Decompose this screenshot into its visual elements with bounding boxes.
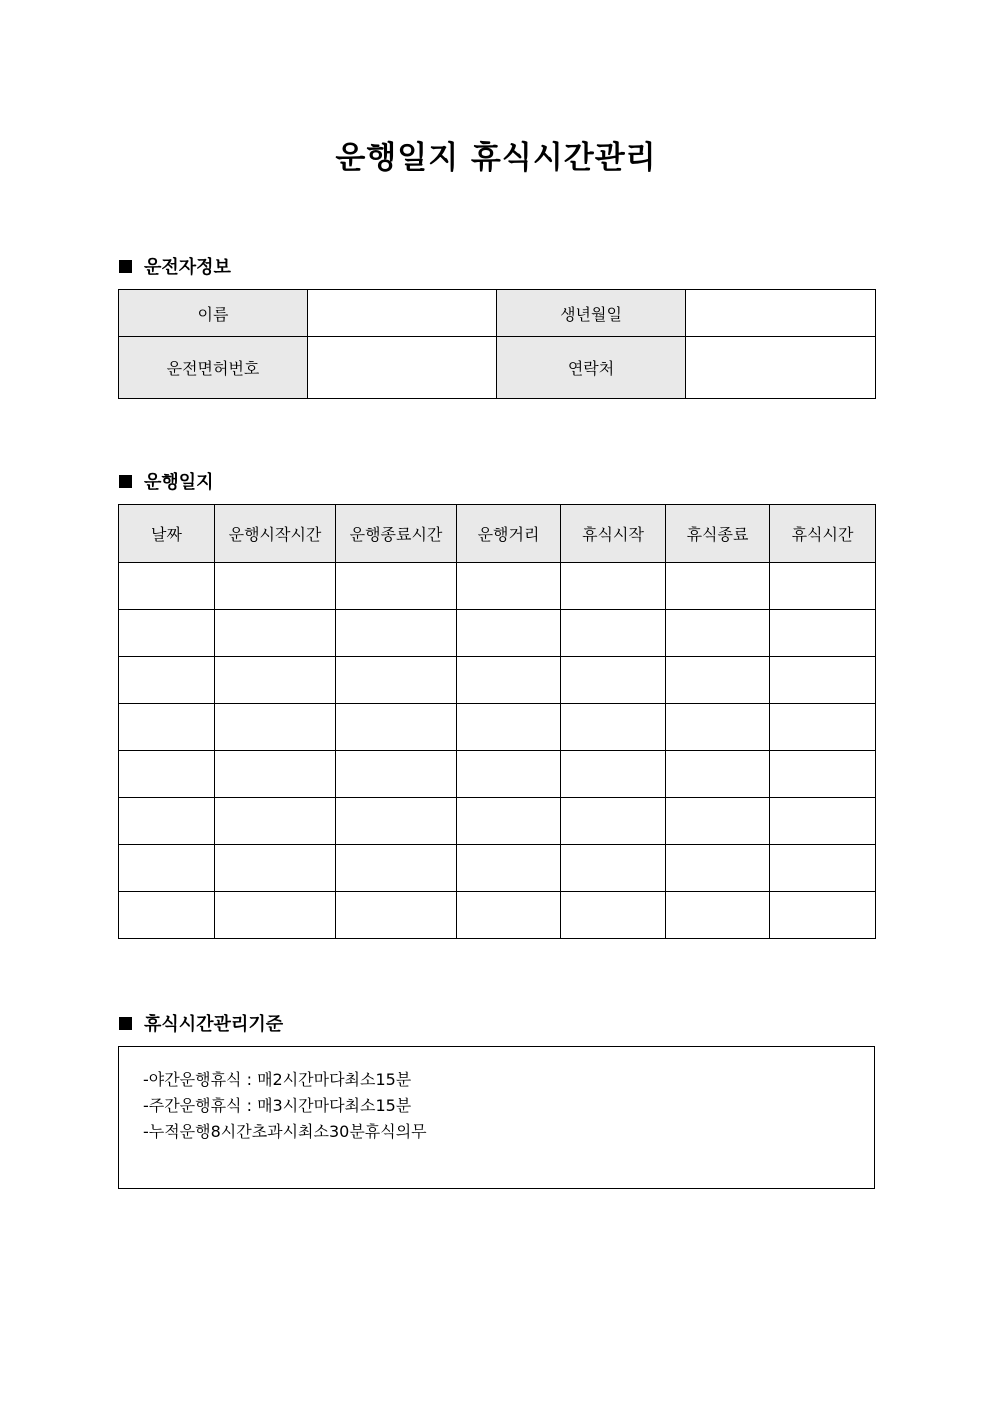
log-cell-rest-end[interactable] (666, 751, 770, 798)
log-cell-date[interactable] (119, 563, 215, 610)
log-cell-drive-start[interactable] (215, 798, 336, 845)
square-bullet-icon (119, 475, 132, 488)
column-header-rest-end: 휴식종료 (666, 505, 770, 563)
license-number-label: 운전면허번호 (119, 337, 308, 399)
rest-criteria-item: -야간운행휴식 : 매2시간마다최소15분 (143, 1070, 412, 1089)
log-cell-rest-time[interactable] (770, 657, 876, 704)
log-cell-rest-end[interactable] (666, 657, 770, 704)
log-cell-rest-time[interactable] (770, 892, 876, 939)
log-cell-rest-time[interactable] (770, 610, 876, 657)
driver-info-table (118, 289, 876, 399)
log-cell-distance[interactable] (457, 751, 561, 798)
log-cell-drive-start[interactable] (215, 704, 336, 751)
driving-log-heading-text: 운행일지 (144, 472, 214, 493)
log-cell-drive-end[interactable] (336, 751, 457, 798)
contact-field[interactable] (686, 337, 876, 399)
birth-date-field[interactable] (686, 290, 876, 337)
log-cell-rest-end[interactable] (666, 563, 770, 610)
column-header-drive-start: 운행시작시간 (215, 505, 336, 563)
log-cell-date[interactable] (119, 892, 215, 939)
log-cell-rest-time[interactable] (770, 798, 876, 845)
log-cell-rest-time[interactable] (770, 563, 876, 610)
log-cell-drive-end[interactable] (336, 657, 457, 704)
log-cell-distance[interactable] (457, 563, 561, 610)
log-cell-date[interactable] (119, 798, 215, 845)
log-cell-drive-start[interactable] (215, 563, 336, 610)
log-cell-rest-end[interactable] (666, 704, 770, 751)
driving-log-header-row (119, 505, 876, 563)
log-cell-date[interactable] (119, 704, 215, 751)
driver-info-heading-text: 운전자정보 (144, 257, 231, 278)
table-row (119, 845, 876, 892)
log-cell-rest-start[interactable] (561, 704, 666, 751)
log-cell-drive-end[interactable] (336, 610, 457, 657)
square-bullet-icon (119, 260, 132, 273)
log-cell-rest-start[interactable] (561, 657, 666, 704)
column-header-rest-time: 휴식시간 (770, 505, 876, 563)
log-cell-date[interactable] (119, 845, 215, 892)
log-cell-distance[interactable] (457, 845, 561, 892)
square-bullet-icon (119, 1017, 132, 1030)
log-cell-date[interactable] (119, 657, 215, 704)
rest-criteria-heading-text: 휴식시간관리기준 (144, 1014, 284, 1035)
page-title: 운행일지 휴식시간관리 (335, 140, 657, 176)
log-cell-drive-start[interactable] (215, 657, 336, 704)
log-cell-drive-end[interactable] (336, 845, 457, 892)
log-cell-rest-time[interactable] (770, 751, 876, 798)
log-cell-rest-end[interactable] (666, 798, 770, 845)
log-cell-distance[interactable] (457, 610, 561, 657)
log-cell-distance[interactable] (457, 657, 561, 704)
table-row (119, 892, 876, 939)
log-cell-drive-start[interactable] (215, 845, 336, 892)
rest-criteria-heading (119, 1010, 283, 1036)
log-cell-rest-end[interactable] (666, 845, 770, 892)
table-row (119, 563, 876, 610)
table-row (119, 751, 876, 798)
log-cell-rest-time[interactable] (770, 704, 876, 751)
log-cell-rest-start[interactable] (561, 892, 666, 939)
log-cell-drive-start[interactable] (215, 892, 336, 939)
table-row (119, 704, 876, 751)
column-header-rest-start: 휴식시작 (561, 505, 666, 563)
driver-info-row (119, 290, 876, 337)
table-row (119, 610, 876, 657)
rest-criteria-box (118, 1046, 875, 1189)
table-row (119, 798, 876, 845)
driver-info-row (119, 337, 876, 399)
rest-criteria-item: -누적운행8시간초과시최소30분휴식의무 (143, 1122, 427, 1141)
rest-criteria-list (119, 1047, 874, 1145)
log-cell-rest-start[interactable] (561, 798, 666, 845)
log-cell-rest-end[interactable] (666, 610, 770, 657)
column-header-date: 날짜 (119, 505, 215, 563)
log-cell-rest-start[interactable] (561, 610, 666, 657)
driver-info-heading (119, 253, 231, 279)
name-label: 이름 (119, 290, 308, 337)
log-cell-drive-end[interactable] (336, 798, 457, 845)
log-cell-distance[interactable] (457, 798, 561, 845)
log-cell-drive-end[interactable] (336, 563, 457, 610)
driving-log-table (118, 504, 876, 939)
name-field[interactable] (308, 290, 497, 337)
column-header-drive-end: 운행종료시간 (336, 505, 457, 563)
log-cell-rest-end[interactable] (666, 892, 770, 939)
log-cell-drive-end[interactable] (336, 704, 457, 751)
driving-log-body (119, 563, 876, 939)
log-cell-drive-end[interactable] (336, 892, 457, 939)
log-cell-date[interactable] (119, 751, 215, 798)
table-row (119, 657, 876, 704)
log-cell-rest-time[interactable] (770, 845, 876, 892)
log-cell-date[interactable] (119, 610, 215, 657)
log-cell-rest-start[interactable] (561, 563, 666, 610)
log-cell-rest-start[interactable] (561, 845, 666, 892)
contact-label: 연락처 (497, 337, 686, 399)
license-number-field[interactable] (308, 337, 497, 399)
log-cell-distance[interactable] (457, 704, 561, 751)
driving-log-heading (119, 468, 214, 494)
log-cell-distance[interactable] (457, 892, 561, 939)
log-cell-drive-start[interactable] (215, 751, 336, 798)
birth-date-label: 생년월일 (497, 290, 686, 337)
log-cell-drive-start[interactable] (215, 610, 336, 657)
log-cell-rest-start[interactable] (561, 751, 666, 798)
column-header-distance: 운행거리 (457, 505, 561, 563)
rest-criteria-item: -주간운행휴식 : 매3시간마다최소15분 (143, 1096, 412, 1115)
